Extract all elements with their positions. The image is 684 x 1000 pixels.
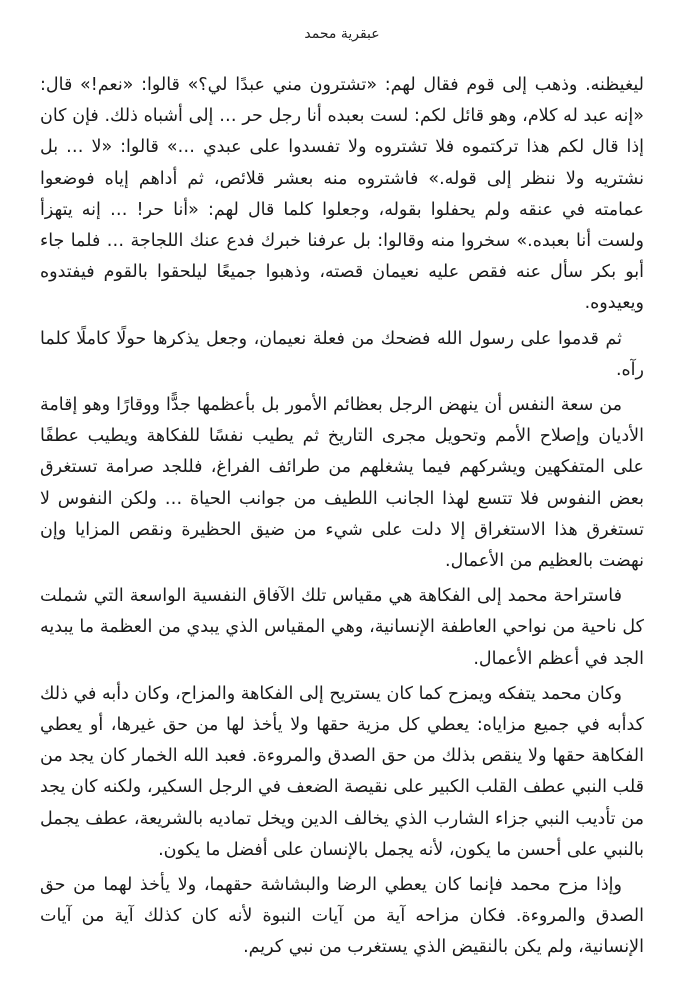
paragraph-3: من سعة النفس أن ينهض الرجل بعظائم الأمور بل بأعظمها جدًّا ووقارًا وهو إقامة الأديان وإصلاح الأمم وتحويل مجرى التاريخ ثم يطيب نفسًا للفكاهة ويطيب عطفًا على المتفكهين ويشركهم فيما يشغلهم من طرائف الفراغ، فللجد صرامة تستغرق بعض النفوس فلا تتسع لهذا الجانب اللطيف من جوانب الحياة … ولكن النفوس لا تستغرق هذا الاستغراق إلا دلت على شيء من ضيق الحظيرة ونقص المزايا وإن نهضت بالعظيم من الأعمال.	[40, 395, 644, 572]
body-text	[40, 70, 644, 968]
paragraph-1: ليغيظنه. وذهب إلى قوم فقال لهم: «تشترون مني عبدًا لي؟» قالوا: «نعم!» قال: «إنه عبد له كلام، وهو قائل لكم: لست بعبده أنا رجل حر … إلى أشباه ذلك. فإن كان إذا قال لكم هذا تركتموه فلا تشتروه ولا تفسدوا على عبدي …» قالوا: «لا … بل نشتريه ولا ننظر إلى قوله.» فاشتروه منه بعشر قلائص، ثم أداهم إياه فوضعوا عمامته في عنقه ولم يحفلوا بقوله، وجعلوا كلما قال لهم: «أنا حر! … إنه يتهزأ ولست أنا بعبده.» سخروا منه وقالوا: بل عرفنا خبرك فدع عنك اللجاجة … فلما جاء أبو بكر سأل عنه فقص عليه نعيمان قصته، وذهبوا جميعًا ليلحقوا بالقوم فيفتدوه ويعيدوه.	[40, 75, 644, 314]
paragraph-2: ثم قدموا على رسول الله فضحك من فعلة نعيمان، وجعل يذكرها حولًا كاملًا كلما رآه.	[40, 328, 644, 380]
running-header: عبقرية محمد	[304, 26, 380, 42]
paragraph-6: وإذا مزح محمد فإنما كان يعطي الرضا والبشاشة حقهما، ولا يأخذ لهما من حق الصدق والمروءة. فكان مزاحه آية من آيات النبوة لأنه كان كذلك آية من آيات الإنسانية، ولم يكن بالنقيض الذي يستغرب من نبي كريم.	[40, 875, 644, 958]
paragraph-4: فاستراحة محمد إلى الفكاهة هي مقياس تلك الآفاق النفسية الواسعة التي شملت كل ناحية من نواحي العاطفة الإنسانية، وهي المقياس الذي يبدي من العظمة ما يبديه الجد في أعظم الأعمال.	[40, 586, 644, 669]
paragraph-5: وكان محمد يتفكه ويمزح كما كان يستريح إلى الفكاهة والمزاح، وكان دأبه في ذلك كدأبه في جميع مزاياه: يعطي كل مزية حقها ولا يأخذ لها من حق غيرها، أو يعطي الفكاهة حقها ولا ينقص بذلك من حق الصدق والمروءة. فعبد الله الخمار كان يجد من قلب النبي عطف القلب الكبير على نقيصة الضعف في الرجل السكير، ولكنه كان يجد من تأديب النبي جزاء الشارب الذي يخالف الدين ويخل تماديه بالشريعة، عطف يجمل بالنبي على أحسن ما يكون، لأنه يجمل بالإنسان على أفضل ما يكون.	[40, 683, 644, 860]
